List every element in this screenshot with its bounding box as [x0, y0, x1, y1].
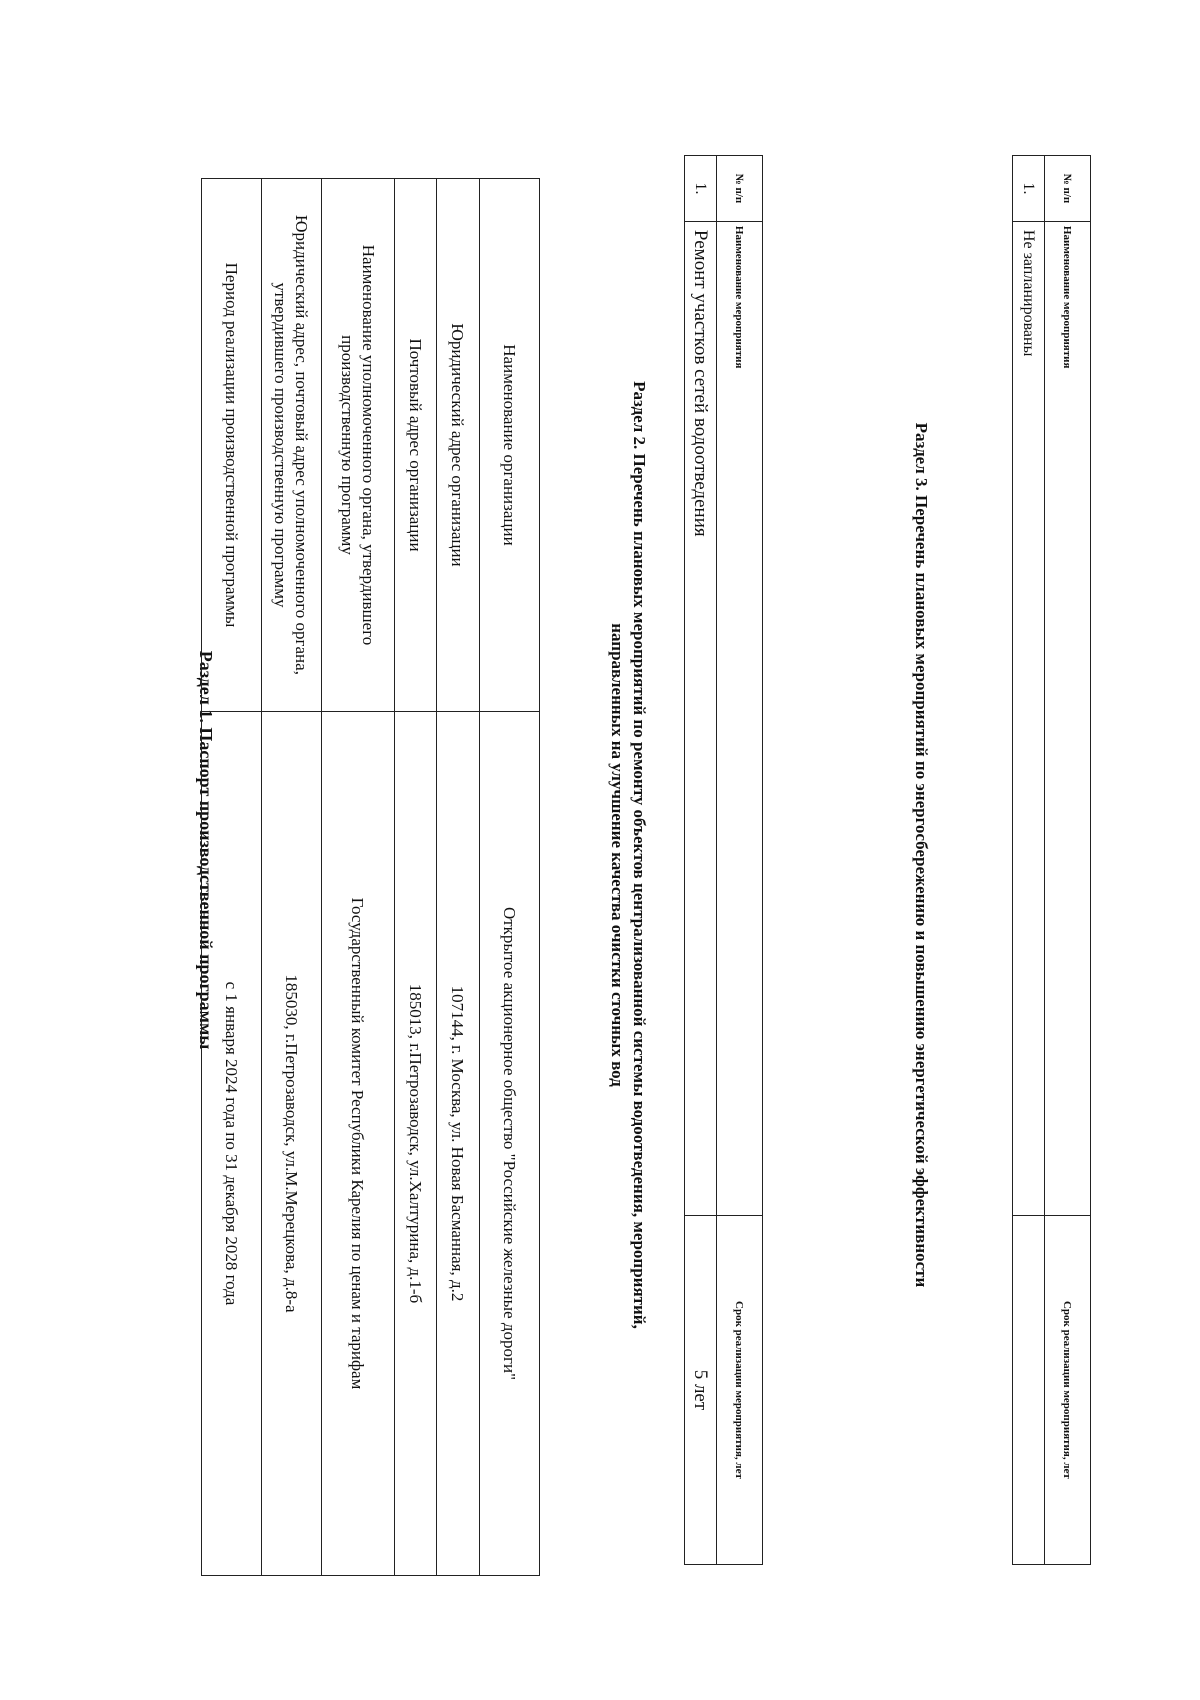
passport-value: Государственный комитет Республики Карелия по ценам и тарифам: [322, 712, 395, 1576]
cell-term: [1013, 1215, 1045, 1564]
section2-title-line2: направленных на улучшение качества очистки сточных вод: [608, 623, 627, 1087]
passport-table: [201, 178, 540, 1576]
passport-value: с 1 января 2024 года по 31 декабря 2028 года: [202, 712, 262, 1576]
section1-title: Раздел 1. Паспорт производственной программы: [196, 650, 216, 1050]
passport-label: Почтовый адрес организации: [395, 179, 437, 712]
passport-value: 185013, г.Петрозаводск, ул.Халтурина, д.1-б: [395, 712, 437, 1576]
passport-value: Открытое акционерное общество "Российские железные дороги": [480, 712, 540, 1576]
table-row: [395, 179, 437, 1576]
cell-term: 5 лет: [685, 1215, 717, 1564]
table-row: [262, 179, 322, 1576]
passport-label: Наименование уполномоченного органа, утвердившего производственную программу: [322, 179, 395, 712]
section2-title: [606, 250, 650, 1460]
header-num: № п/п: [717, 156, 763, 222]
table-header-row: [717, 156, 763, 1565]
header-name: Наименование мероприятия: [717, 221, 763, 1215]
table-row: [202, 179, 262, 1576]
table-row: [685, 156, 717, 1565]
header-name: Наименование мероприятия: [1045, 221, 1091, 1215]
passport-label: Наименование организации: [480, 179, 540, 712]
cell-name: Ремонт участков сетей водоотведения: [685, 221, 717, 1215]
cell-num: 1.: [685, 156, 717, 222]
header-num: № п/п: [1045, 156, 1091, 222]
table-row: [322, 179, 395, 1576]
passport-value: 185030, г.Петрозаводск, ул.М.Мерецкова, д.8-а: [262, 712, 322, 1576]
table-row: [1013, 156, 1045, 1565]
table-header-row: [1045, 156, 1091, 1565]
table-row: [480, 179, 540, 1576]
section2-title-line1: Раздел 2. Перечень плановых мероприятий по ремонту объектов централизованной системы водоотведения, мероприятий,: [630, 381, 649, 1329]
header-term: Срок реализации мероприятия, лет: [1045, 1215, 1091, 1564]
passport-label: Юридический адрес организации: [437, 179, 480, 712]
section3-title: Раздел 3. Перечень плановых мероприятий по энергосбережению и повышению энергетической эффективности: [912, 422, 931, 1288]
passport-value: 107144, г. Москва, ул. Новая Басманная, д.2: [437, 712, 480, 1576]
cell-num: 1.: [1013, 156, 1045, 222]
table-row: [437, 179, 480, 1576]
section2-table: [684, 155, 763, 1565]
passport-label: Юридический адрес, почтовый адрес уполномоченного органа, утвердившего производственную программу: [262, 179, 322, 712]
header-term: Срок реализации мероприятия, лет: [717, 1215, 763, 1564]
passport-label: Период реализации производственной программы: [202, 179, 262, 712]
section3-table: [1012, 155, 1091, 1565]
cell-name: Не запланированы: [1013, 221, 1045, 1215]
